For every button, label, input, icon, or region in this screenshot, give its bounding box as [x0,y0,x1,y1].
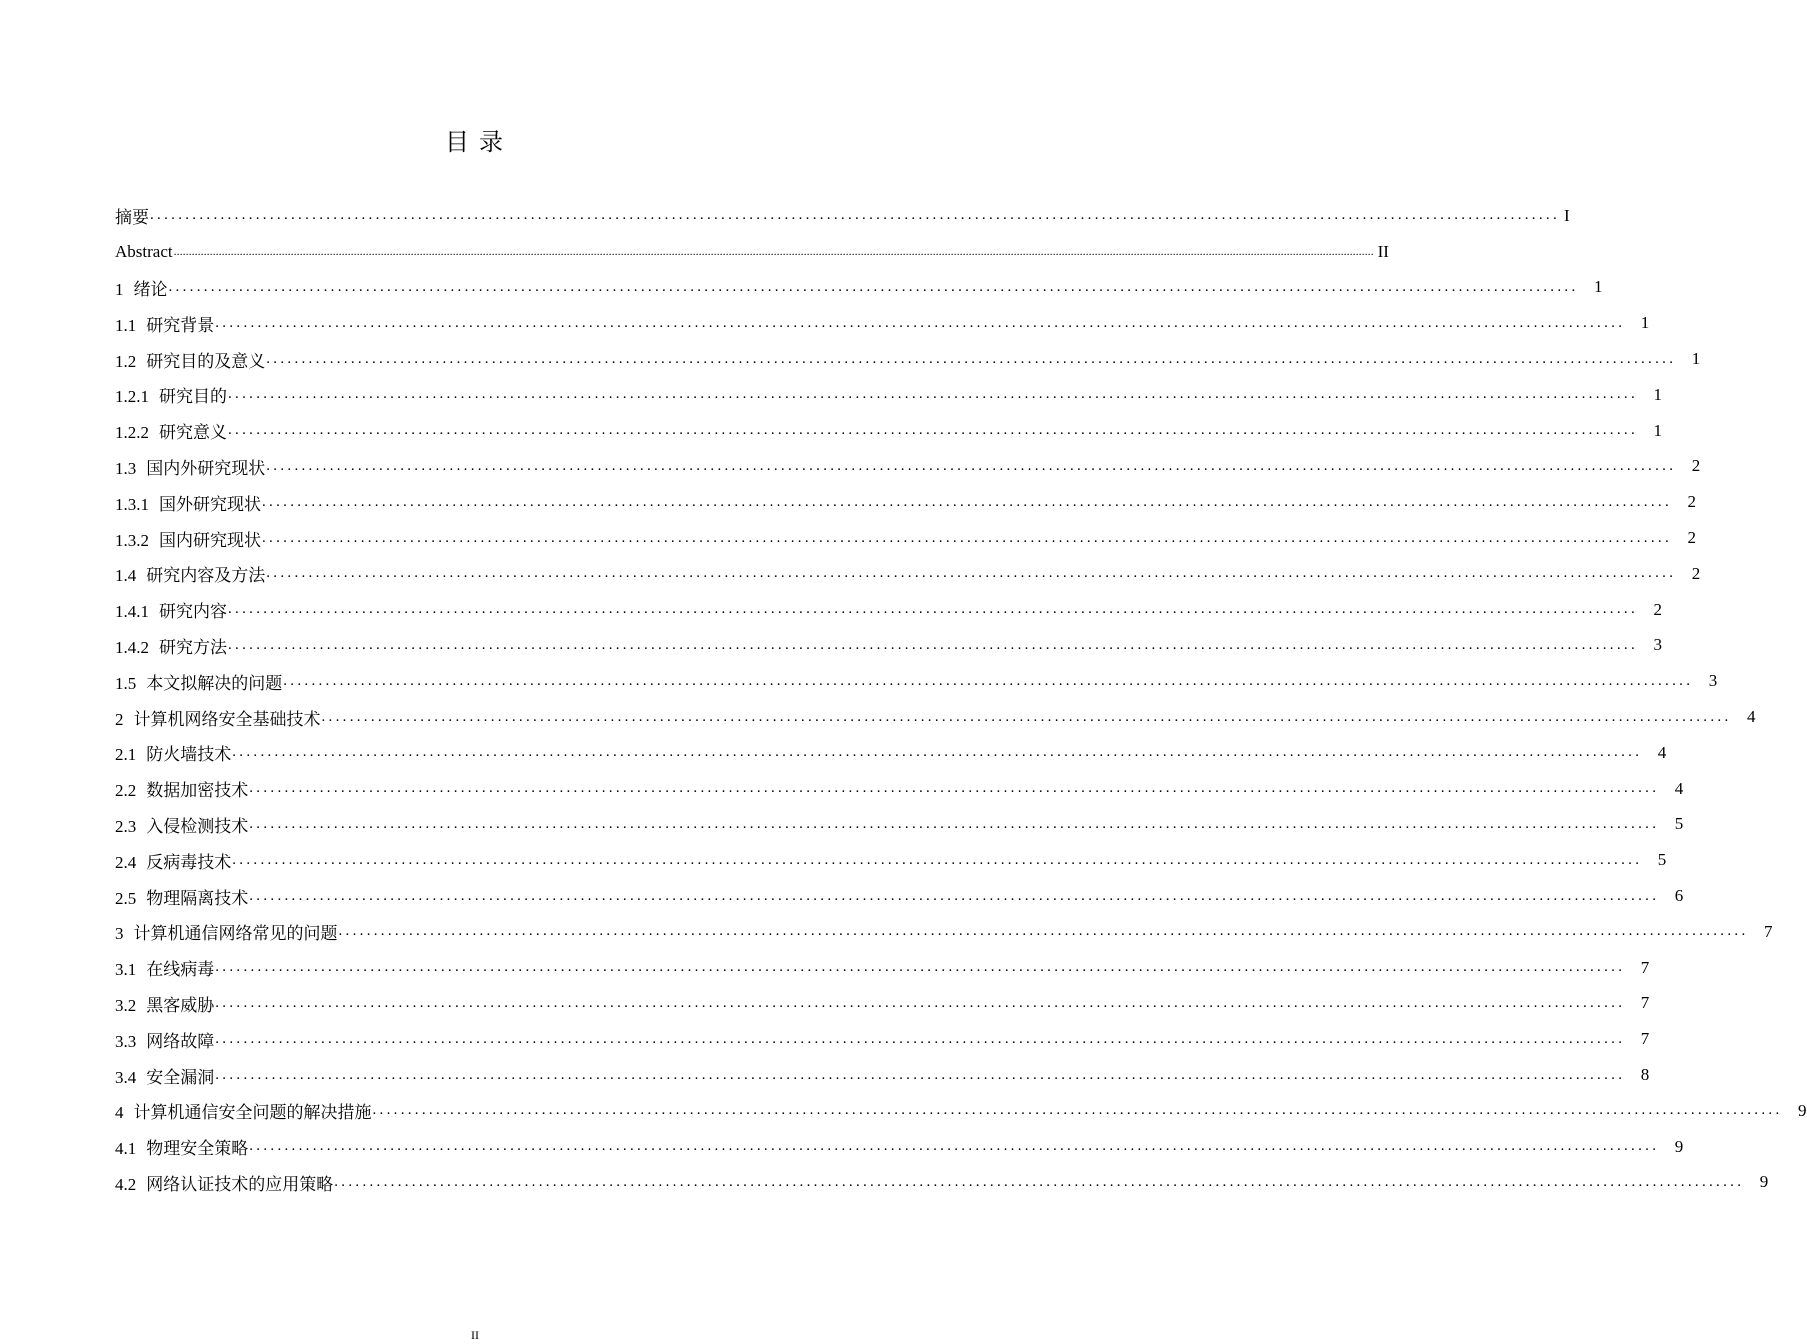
toc-entry[interactable] [115,1165,1769,1201]
toc-entry[interactable] [115,628,1662,664]
toc-page-number: 6 [1674,886,1684,906]
toc-entry-label [115,919,338,944]
toc-entry[interactable] [115,556,1701,592]
toc-page-number: 1 [1640,313,1650,333]
toc-entry[interactable] [115,341,1701,377]
toc-entry-label [115,955,214,980]
toc-section-title: 物理隔离技术 [146,888,249,908]
toc-page-number: 7 [1764,921,1773,941]
toc-entry-label [115,347,265,372]
toc-section-number: 4 [115,1103,124,1123]
toc-section-title: 防火墙技术 [146,745,232,765]
toc-dot-leader: ........................................................................................................................................................................................................ [215,314,1626,331]
toc-dot-leader: ........................................................................................................................................................................................................ [262,529,1672,546]
toc-section-title: 研究方法 [159,637,227,657]
toc-page-number: 4 [1657,742,1667,762]
toc-dot-leader: ................................................................................................................................................................................................................................................................................................................................................................................................................ [173,244,1374,259]
toc-entry[interactable] [115,198,1570,234]
toc-dot-leader: ........................................................................................................................................................................................................ [283,672,1694,689]
toc-section-number: 4.2 [115,1174,137,1194]
toc-section-title: 计算机通信网络常见的问题 [133,924,338,944]
toc-entry-label [115,740,231,765]
toc-page-number: 9 [1759,1172,1769,1192]
toc-section-number: 1.2.2 [115,423,149,443]
toc-entry-label [115,776,248,801]
toc-entry[interactable] [115,305,1650,341]
toc-entry[interactable] [115,377,1662,413]
toc-section-number: 3.2 [115,995,137,1015]
toc-entry-label [115,1170,333,1195]
toc-page-number: 5 [1674,814,1684,834]
toc-page-number: 4 [1674,778,1684,798]
toc-section-title: 安全漏洞 [146,1067,215,1087]
toc-section-title: 研究意义 [159,423,227,443]
toc-entry[interactable] [115,878,1684,914]
toc-section-number: 4.1 [115,1139,137,1159]
toc-entry[interactable] [115,484,1696,520]
toc-page-number: 1 [1594,277,1603,297]
toc-section-title: 研究背景 [146,315,215,335]
toc-section-number: 1 [115,279,124,299]
toc-section-number: 3 [115,924,124,944]
toc-section-number: 1.4.2 [115,637,149,657]
toc-section-number: 3.3 [115,1031,137,1051]
toc-section-title: 研究内容 [159,602,227,622]
toc-dot-leader: ........................................................................................................................................................................................................ [215,1030,1626,1047]
toc-entry-label [115,242,173,262]
toc-entry-label [115,991,214,1016]
toc-section-title: 绪论 [133,279,168,299]
toc-page-number: 1 [1653,384,1662,404]
toc-entry-label [115,633,227,658]
toc-dot-leader: ........................................................................................................................................................................................................ [249,1138,1660,1155]
toc-section-title: 国内外研究现状 [146,458,266,478]
toc-section-number: 1.4.1 [115,602,149,622]
toc-dot-leader: ........................................................................................................................................................................................................ [334,1173,1745,1190]
toc-entry-label [115,884,248,909]
toc-dot-leader: ........................................................................................................................................................................................................ [249,780,1660,797]
toc-section-number: 1.3.1 [115,494,149,514]
toc-dot-leader: ........................................................................................................................................................................................................ [228,601,1638,618]
toc-entry[interactable] [115,449,1701,485]
toc-entry[interactable] [115,986,1650,1022]
toc-dot-leader: ........................................................................................................................................................................................................ [266,350,1677,367]
toc-page-number: 7 [1640,957,1650,977]
toc-section-title: 入侵检测技术 [146,816,249,836]
toc-page-number: 2 [1687,528,1696,548]
toc-section-title: 本文拟解决的问题 [146,673,283,693]
toc-section-title: 摘要 [115,208,149,228]
toc-entry[interactable] [115,1021,1650,1057]
toc-section-title: Abstract [115,241,173,261]
toc-section-number: 1.4 [115,566,137,586]
toc-entry-label [115,275,168,300]
toc-section-title: 反病毒技术 [146,852,232,872]
toc-entry[interactable] [115,699,1756,735]
page-footer-number: II [471,1328,479,1342]
toc-entry-label [115,848,231,873]
toc-dot-leader: ........................................................................................................................................................................................................ [228,422,1638,439]
toc-page-number: I [1564,205,1570,225]
toc-entry[interactable] [115,842,1667,878]
toc-page-number: 8 [1640,1065,1650,1085]
toc-section-title: 国外研究现状 [159,494,261,514]
toc-section-number: 1.2 [115,351,137,371]
toc-entry-label [115,418,227,443]
toc-dot-leader: ........................................................................................................................................................................................................ [228,386,1638,403]
toc-entry-label [115,1098,372,1123]
toc-entry-label [115,454,265,479]
toc-entry[interactable] [115,771,1684,807]
toc-page-number: 3 [1708,671,1718,691]
toc-entry[interactable] [115,1129,1684,1165]
toc-dot-leader: ........................................................................................................................................................................................................ [215,1066,1626,1083]
toc-dot-leader: ........................................................................................................................................................................................................ [262,493,1672,510]
toc-entry-label [115,526,261,551]
toc-section-number: 1.3.2 [115,530,149,550]
toc-entry-label [115,597,227,622]
toc-section-title: 物理安全策略 [146,1139,249,1159]
toc-entry[interactable] [115,807,1684,843]
toc-page-number: 1 [1691,349,1701,369]
toc-page-number: 5 [1657,850,1667,870]
toc-section-number: 2.4 [115,852,137,872]
toc-page-number: 2 [1687,492,1696,512]
toc-entry[interactable] [115,735,1667,771]
toc-section-number: 1.2.1 [115,387,149,407]
toc-entry[interactable] [115,663,1718,699]
toc-dot-leader: ........................................................................................................................................................................................................ [168,278,1579,295]
toc-entry[interactable] [115,592,1662,628]
toc-entry-label [115,311,214,336]
toc-section-number: 2 [115,709,124,729]
toc-dot-leader: ........................................................................................................................................................................................................ [338,923,1749,940]
toc-dot-leader: ........................................................................................................................................................................................................ [321,708,1732,725]
toc-section-title: 网络认证技术的应用策略 [146,1174,334,1194]
toc-section-title: 数据加密技术 [146,781,249,801]
toc-entry[interactable] [115,914,1773,950]
toc-section-title: 研究目的及意义 [146,351,266,371]
toc-page-number: 1 [1653,420,1662,440]
toc-dot-leader: ........................................................................................................................................................................................................ [228,636,1638,653]
toc-entry-label [115,382,227,407]
toc-section-title: 在线病毒 [146,960,215,980]
toc-section-title: 计算机网络安全基础技术 [133,709,321,729]
toc-entry[interactable] [115,413,1662,449]
toc-entry-label [115,1134,248,1159]
toc-dot-leader: ........................................................................................................................................................................................................ [150,207,1560,224]
toc-entry-label [115,1063,214,1088]
toc-page-number: 9 [1798,1100,1807,1120]
toc-entry[interactable] [115,234,1389,270]
toc-dot-leader: ........................................................................................................................................................................................................ [249,887,1660,904]
toc-entry-label [115,669,282,694]
toc-dot-leader: ........................................................................................................................................................................................................ [215,994,1626,1011]
toc-section-title: 黑客威胁 [146,995,215,1015]
toc-section-title: 计算机通信安全问题的解决措施 [133,1103,372,1123]
toc-section-number: 1.1 [115,315,137,335]
toc-dot-leader: ........................................................................................................................................................................................................ [232,744,1643,761]
page-title: 目 录 [445,130,505,156]
toc-entry[interactable] [115,1057,1650,1093]
toc-dot-leader: ........................................................................................................................................................................................................ [266,457,1677,474]
toc-page-number: 7 [1640,993,1650,1013]
table-of-contents [115,198,1807,1200]
toc-section-title: 网络故障 [146,1031,215,1051]
toc-entry-label [115,490,261,515]
toc-section-number: 1.5 [115,673,137,693]
toc-section-title: 研究目的 [159,387,227,407]
toc-section-number: 2.1 [115,745,137,765]
toc-section-number: 2.2 [115,781,137,801]
toc-section-title: 国内研究现状 [159,530,261,550]
toc-page-number: 2 [1691,563,1701,583]
toc-section-number: 3.1 [115,960,137,980]
toc-entry[interactable] [115,520,1696,556]
toc-section-title: 研究内容及方法 [146,566,266,586]
toc-page-number: 3 [1653,635,1662,655]
toc-section-number: 1.3 [115,458,137,478]
toc-dot-leader: ........................................................................................................................................................................................................ [249,815,1660,832]
toc-page-number: 2 [1691,456,1701,476]
toc-entry[interactable] [115,950,1650,986]
toc-page-number: 7 [1640,1029,1650,1049]
toc-entry-label [115,705,321,730]
toc-page-number: II [1377,241,1389,261]
toc-entry[interactable] [115,1093,1807,1129]
toc-section-number: 2.3 [115,816,137,836]
toc-section-number: 2.5 [115,888,137,908]
toc-entry-label [115,561,265,586]
toc-entry-label [115,1027,214,1052]
toc-dot-leader: ........................................................................................................................................................................................................ [266,565,1677,582]
toc-page-number: 2 [1653,599,1662,619]
toc-entry[interactable] [115,270,1603,306]
toc-dot-leader: ........................................................................................................................................................................................................ [215,959,1626,976]
toc-entry-label [115,203,149,228]
toc-page-number: 4 [1747,707,1756,727]
toc-dot-leader: ........................................................................................................................................................................................................ [232,851,1643,868]
toc-dot-leader: ........................................................................................................................................................................................................ [372,1102,1783,1119]
toc-section-number: 3.4 [115,1067,137,1087]
toc-entry-label [115,812,248,837]
toc-page-number: 9 [1674,1136,1684,1156]
